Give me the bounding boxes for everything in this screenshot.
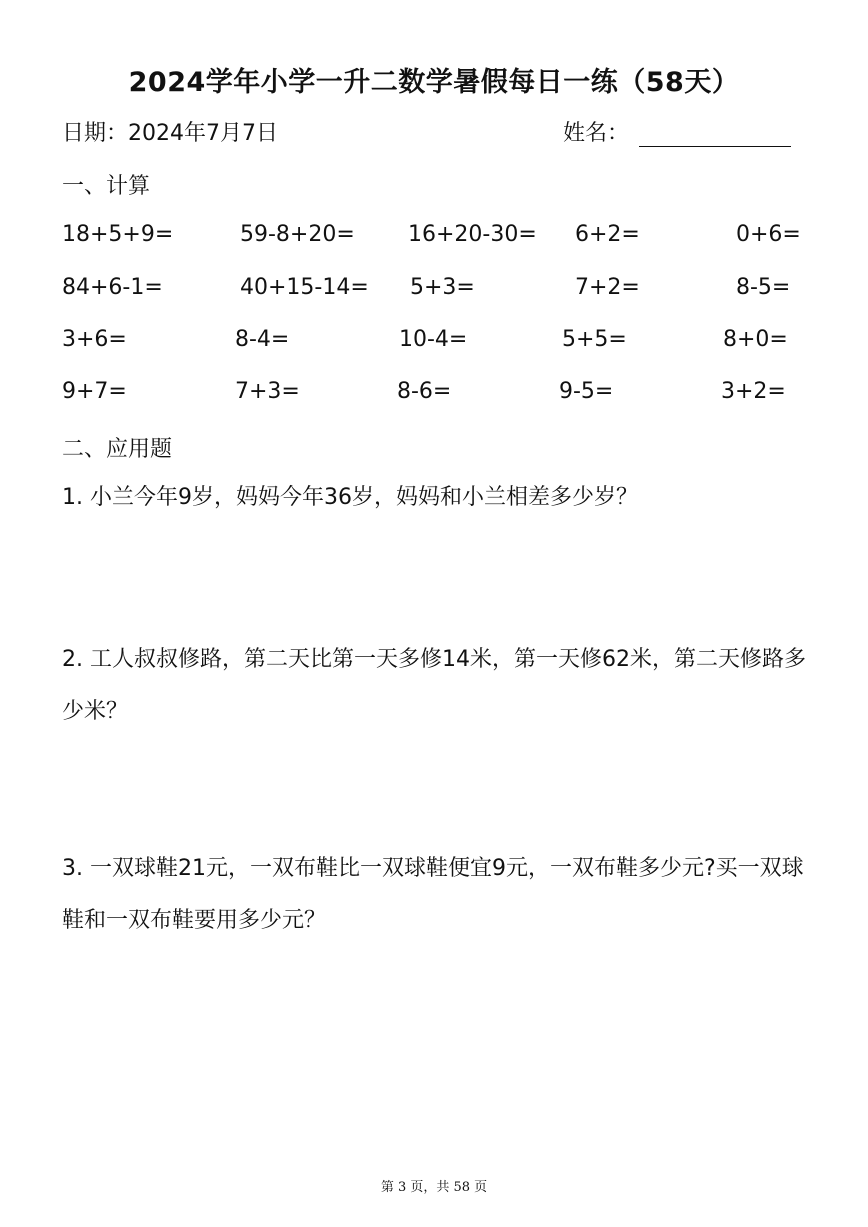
word-problem-1: 1. 小兰今年9岁，妈妈今年36岁，妈妈和小兰相差多少岁？ <box>62 485 638 510</box>
name-label: 姓名： <box>563 121 630 146</box>
calc-item: 18+5+9= <box>62 222 174 247</box>
calc-item: 3+6= <box>62 327 127 352</box>
section-calculation-heading: 一、计算 <box>62 174 151 199</box>
section-word-problems-heading: 二、应用题 <box>62 437 173 462</box>
calc-item: 8-6= <box>397 379 452 404</box>
calc-item: 8+0= <box>723 327 788 352</box>
calc-item: 7+3= <box>235 379 300 404</box>
calc-item: 8-5= <box>736 275 791 300</box>
page-footer: 第 3 页，共 58 页 <box>380 1180 488 1195</box>
calc-item: 7+2= <box>575 275 640 300</box>
calc-item: 5+3= <box>410 275 475 300</box>
calc-item: 10-4= <box>399 327 468 352</box>
calc-item: 3+2= <box>721 379 786 404</box>
calc-item: 0+6= <box>736 222 801 247</box>
word-problem-3: 3. 一双球鞋21元，一双布鞋比一双球鞋便宜9元，一双布鞋多少元?买一双球鞋和一双布鞋要用多少元？ <box>62 856 804 933</box>
calc-item: 84+6-1= <box>62 275 163 300</box>
calc-item: 8-4= <box>235 327 290 352</box>
calc-item: 9+7= <box>62 379 127 404</box>
date-label: 日期：2024年7月7日 <box>62 121 278 146</box>
calc-item: 5+5= <box>562 327 627 352</box>
calc-item: 6+2= <box>575 222 640 247</box>
name-field <box>563 116 791 147</box>
page-title: 2024学年小学一升二数学暑假每日一练（58天） <box>128 67 740 98</box>
calc-item: 59-8+20= <box>240 222 355 247</box>
calc-item: 9-5= <box>559 379 614 404</box>
calc-row <box>0 327 868 357</box>
calc-item: 16+20-30= <box>408 222 537 247</box>
calc-row <box>0 275 868 305</box>
calc-row <box>0 379 868 409</box>
calc-item: 40+15-14= <box>240 275 369 300</box>
word-problem-2: 2. 工人叔叔修路，第二天比第一天多修14米，第一天修62米，第二天修路多少米？ <box>62 647 806 724</box>
name-blank-line[interactable] <box>639 120 791 147</box>
calc-row <box>0 222 868 252</box>
